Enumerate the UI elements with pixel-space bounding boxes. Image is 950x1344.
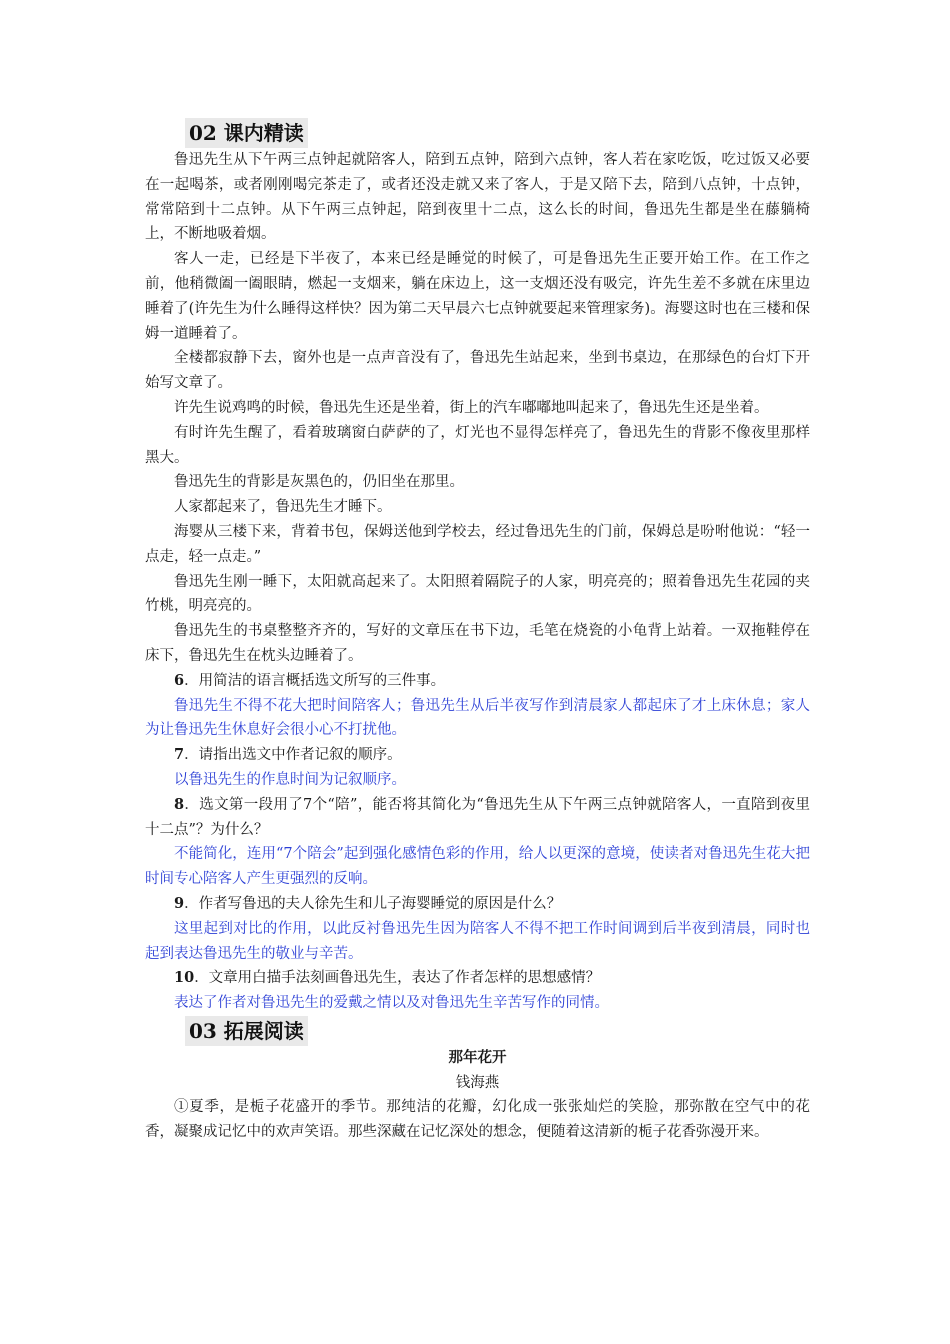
question-10 [145, 966, 810, 991]
passage-paragraph: 鲁迅先生刚一睡下，太阳就高起来了。太阳照着隔院子的人家，明亮亮的；照着鲁迅先生花园的夹竹桃，明亮亮的。 [145, 573, 810, 615]
question-text: ．选文第一段用了7个“陪”，能否将其简化为“鲁迅先生从下午两三点钟就陪客人，一直陪到夜里十二点”？为什么？ [145, 796, 810, 838]
question-text: ．文章用白描手法刻画鲁迅先生，表达了作者怎样的思想感情？ [194, 970, 601, 987]
passage-paragraph: 全楼都寂静下去，窗外也是一点声音没有了，鲁迅先生站起来，坐到书桌边，在那绿色的台灯下开始写文章了。 [145, 350, 810, 392]
answer-6: 鲁迅先生不得不花大把时间陪客人；鲁迅先生从后半夜写作到清晨家人都起床了才上床休息；家人为让鲁迅先生休息好会很小心不打扰他。 [145, 697, 810, 739]
answer-9: 这里起到对比的作用，以此反衬鲁迅先生因为陪客人不得不把工作时间调到后半夜到清晨，同时也起到表达鲁迅先生的敬业与辛苦。 [145, 920, 810, 962]
question-8 [145, 793, 810, 843]
passage-paragraph: 鲁迅先生的背影是灰黑色的，仍旧坐在那里。 [174, 474, 464, 491]
section-heading-03: 03 拓展阅读 [185, 1016, 308, 1046]
question-6 [145, 669, 810, 694]
question-number: 8 [174, 795, 185, 813]
section-heading-02: 02 课内精读 [185, 118, 308, 148]
question-text: ．用简洁的语言概括选文所写的三件事。 [184, 672, 446, 689]
page-content [145, 118, 810, 1145]
article-paragraph: ①夏季，是栀子花盛开的季节。那纯洁的花瓣，幻化成一张张灿烂的笑脸，那弥散在空气中的花香，凝聚成记忆中的欢声笑语。那些深藏在记忆深处的想念，便随着这清新的栀子花香弥漫开来。 [145, 1099, 810, 1141]
question-7 [145, 743, 810, 768]
question-text: ．作者写鲁迅的夫人徐先生和儿子海婴睡觉的原因是什么？ [184, 895, 562, 912]
question-9 [145, 892, 810, 917]
answer-8: 不能简化，连用“7个陪会”起到强化感情色彩的作用，给人以更深的意境，使读者对鲁迅先生花大把时间专心陪客人产生更强烈的反响。 [145, 846, 810, 888]
passage-paragraph: 人家都起来了，鲁迅先生才睡下。 [174, 499, 392, 516]
article-title: 那年花开 [448, 1048, 507, 1066]
passage-paragraph: 海婴从三楼下来，背着书包，保姆送他到学校去，经过鲁迅先生的门前，保姆总是吩咐他说：“轻一点走，轻一点走。” [145, 523, 810, 565]
answer-10: 表达了作者对鲁迅先生的爱戴之情以及对鲁迅先生辛苦写作的同情。 [174, 995, 609, 1012]
question-number: 9 [174, 894, 185, 912]
passage-paragraph: 鲁迅先生从下午两三点钟起就陪客人，陪到五点钟，陪到六点钟，客人若在家吃饭，吃过饭又必要在一起喝茶，或者刚刚喝完茶走了，或者还没走就又来了客人，于是又陪下去，陪到八点钟，十点钟，常常陪到十二点钟。从下午两三点钟起，陪到夜里十二点，这么长的时间，鲁迅先生都是坐在藤躺椅上，不断地吸着烟。 [145, 152, 810, 243]
question-number: 6 [174, 671, 185, 689]
passage-paragraph: 许先生说鸡鸣的时候，鲁迅先生还是坐着，街上的汽车嘟嘟地叫起来了，鲁迅先生还是坐着。 [174, 399, 769, 416]
passage-paragraph: 有时许先生醒了，看着玻璃窗白萨萨的了，灯光也不显得怎样亮了，鲁迅先生的背影不像夜里那样黑大。 [145, 424, 810, 466]
question-number: 10 [174, 969, 195, 987]
question-text: ．请指出选文中作者记叙的顺序。 [184, 747, 402, 764]
question-number: 7 [174, 746, 185, 764]
passage-paragraph: 鲁迅先生的书桌整整齐齐的，写好的文章压在书下边，毛笔在烧瓷的小龟背上站着。一双拖鞋停在床下，鲁迅先生在枕头边睡着了。 [145, 623, 810, 664]
passage-paragraph: 客人一走，已经是下半夜了，本来已经是睡觉的时候了，可是鲁迅先生正要开始工作。在工作之前，他稍微阖一阖眼睛，燃起一支烟来，躺在床边上，这一支烟还没有吸完，许先生差不多就在床里边睡着了(许先生为什么睡得这样快？因为第二天早晨六七点钟就要起来管理家务)。海婴这时也在三楼和保姆一道睡着了。 [145, 251, 810, 342]
article-author: 钱海燕 [455, 1074, 500, 1091]
answer-7: 以鲁迅先生的作息时间为记叙顺序。 [174, 771, 406, 788]
